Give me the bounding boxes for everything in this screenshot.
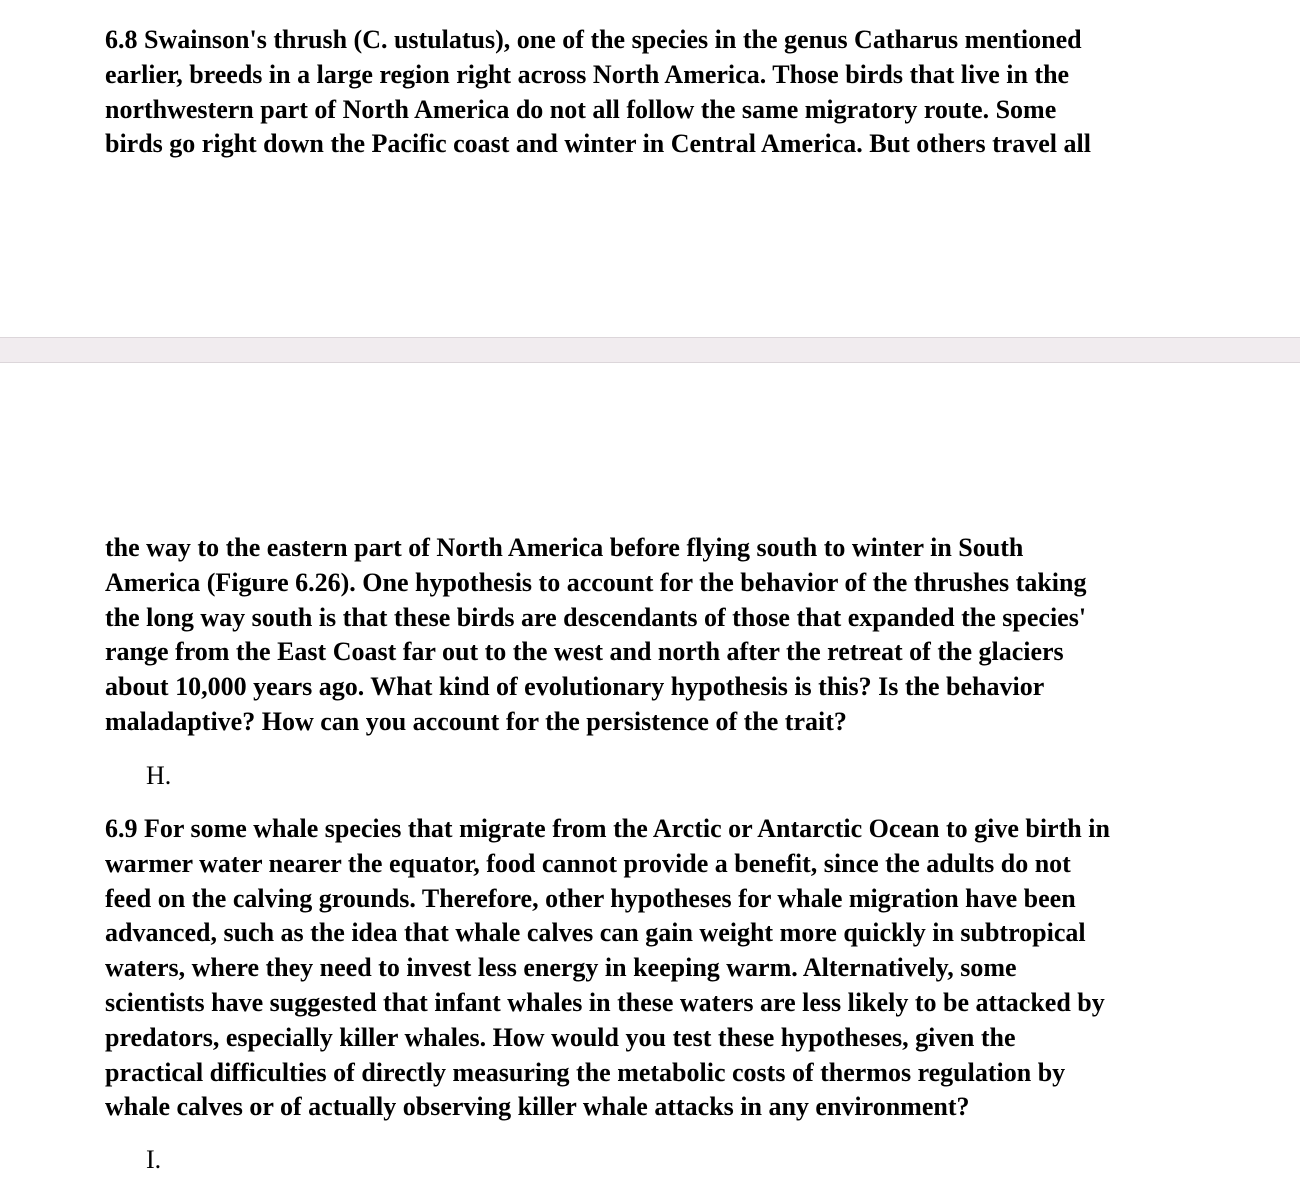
text-line: earlier, breeds in a large region right across North America. Those birds that live in the [105, 59, 1070, 89]
text-line: maladaptive? How can you account for the persistence of the trait? [105, 706, 847, 736]
text-line: birds go right down the Pacific coast and winter in Central America. But others travel all [105, 129, 1091, 159]
page-break-divider [0, 337, 1300, 363]
text-line: northwestern part of North America do not all follow the same migratory route. Some [105, 94, 1057, 124]
text-line: predators, especially killer whales. How would you test these hypotheses, given the [105, 1022, 1016, 1052]
text-line: about 10,000 years ago. What kind of evolutionary hypothesis is this? Is the behavior [105, 672, 1045, 702]
text-line: range from the East Coast far out to the west and north after the retreat of the glaciers [105, 637, 1064, 667]
text-line: feed on the calving grounds. Therefore, other hypotheses for whale migration have been [105, 883, 1076, 913]
text-line: practical difficulties of directly measuring the metabolic costs of thermos regulation by [105, 1057, 1066, 1087]
question-6-9 [105, 812, 1215, 1125]
answer-i-marker: I. [146, 1145, 162, 1174]
text-line: the way to the eastern part of North America before flying south to winter in South [105, 533, 1024, 562]
text-line: America (Figure 6.26). One hypothesis to account for the behavior of the thrushes taking [105, 567, 1087, 597]
text-line: 6.8 Swainson's thrush (C. ustulatus), one of the species in the genus Catharus mentioned [105, 25, 1082, 54]
text-line: advanced, such as the idea that whale calves can gain weight more quickly in subtropical [105, 918, 1086, 948]
text-line: scientists have suggested that infant whales in these waters are less likely to be attacked by [105, 987, 1105, 1017]
text-line: the long way south is that these birds are descendants of those that expanded the species' [105, 602, 1087, 632]
text-line: 6.9 For some whale species that migrate from the Arctic or Antarctic Ocean to give birth in [105, 814, 1110, 843]
answer-h-marker: H. [146, 761, 172, 790]
question-6-8-part2 [105, 531, 1215, 740]
text-line: whale calves or of actually observing killer whale attacks in any environment? [105, 1092, 970, 1122]
text-line: waters, where they need to invest less energy in keeping warm. Alternatively, some [105, 953, 1017, 983]
text-line: warmer water nearer the equator, food cannot provide a benefit, since the adults do not [105, 848, 1071, 878]
question-6-8-part1 [105, 23, 1215, 162]
